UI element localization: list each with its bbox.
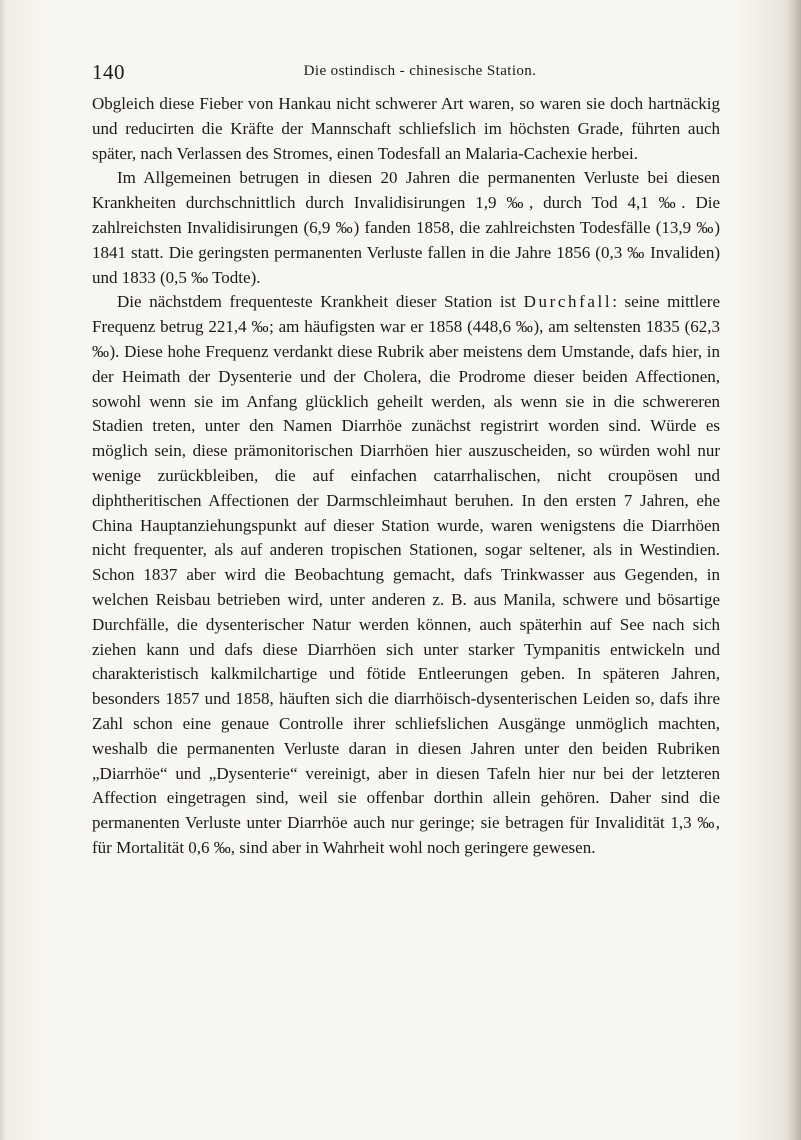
paragraph-1: Obgleich diese Fieber von Hankau nicht schwerer Art waren, so waren sie doch hartnäckig und reducirten die Kräfte der Mannschaft schliefslich im höchsten Grade, führten auch später, nach Verlassen des Stromes, einen Todesfall an Malaria-Cachexie herbei. — [92, 94, 720, 163]
paragraph-3-rest: : seine mittlere Frequenz betrug 221,4 ‰; am häufigsten war er 1858 (448,6 ‰), am seltensten 1835 (62,3 ‰). Diese hohe Frequenz verdankt diese Rubrik aber meistens dem Umstande, dafs hier, in der Heimath der Dysenterie und der Cholera, die Prodrome dieser beiden Affectionen, sowohl wenn sie im Anfang glücklich geheilt werden, als wenn sie in die schwereren Stadien treten, unter den Namen Diarrhöe zunächst registrirt worden sind. Würde es möglich sein, diese prämonitorischen Diarrhöen hier auszuscheiden, so würden wohl nur wenige zurückbleiben, die auf einfachen catarrhalischen, nicht croupösen und diphtheritischen Affectionen der Darmschleimhaut beruhen. In den ersten 7 Jahren, ehe China Hauptanziehungspunkt auf dieser Station wurde, waren wenigstens die Diarrhöen nicht frequenter, als auf anderen tropischen Stationen, sogar seltener, als in Westindien. Schon 1837 aber wird die Beobachtung gemacht, dafs Trinkwasser aus Gegenden, in welchen Reisbau betrieben wird, unter anderen z. B. aus Manila, schwere und bösartige Durchfälle, die dysenterischer Natur werden können, auch späterhin auf See nach sich ziehen kann und dafs diese Diarrhöen sich unter starker Tympanitis entwickeln und charakteristisch kalkmilchartige und fötide Entleerungen geben. In späteren Jahren, besonders 1857 und 1858, häuften sich die diarrhöisch-dysenterischen Leiden so, dafs ihre Zahl schon eine genaue Controlle ihrer schliefslichen Ausgänge unmöglich machten, weshalb die permanenten Verluste daran in diesen Jahren unter den beiden Rubriken „Diarrhöe“ und „Dysenterie“ vereinigt, aber in diesen Tafeln hier nur bei der letzteren Affection eingetragen sind, weil sie offenbar dorthin allein gehören. Daher sind die permanenten Verluste unter Diarrhöe auch nur geringe; sie betragen für Invalidität 1,3 ‰, für Mortalität 0,6 ‰, sind aber in Wahrheit wohl noch geringere gewesen. — [92, 292, 720, 857]
paragraph-3-lead: Die nächstdem frequenteste Krankheit dieser Station ist — [117, 292, 516, 312]
body-text — [92, 92, 720, 861]
page-right-edge — [787, 0, 801, 1140]
page-left-edge — [0, 0, 6, 1140]
page-header — [60, 60, 740, 88]
paragraph-3 — [92, 290, 720, 860]
paragraph-2: Im Allgemeinen betrugen in diesen 20 Jahren die permanenten Verluste bei diesen Krankheiten durchschnittlich durch Invalidisirungen 1,9 ‰, durch Tod 4,1 ‰. Die zahlreichsten Invalidisirungen (6,9 ‰) fanden 1858, die zahlreichsten Todesfälle (13,9 ‰) 1841 statt. Die geringsten permanenten Verluste fallen in die Jahre 1856 (0,3 ‰ Invaliden) und 1833 (0,5 ‰ Todte). — [92, 168, 720, 287]
page-number: 140 — [92, 60, 125, 84]
keyword-durchfall: Durchfall — [523, 292, 613, 312]
running-title: Die ostindisch - chinesische Station. — [303, 63, 537, 79]
